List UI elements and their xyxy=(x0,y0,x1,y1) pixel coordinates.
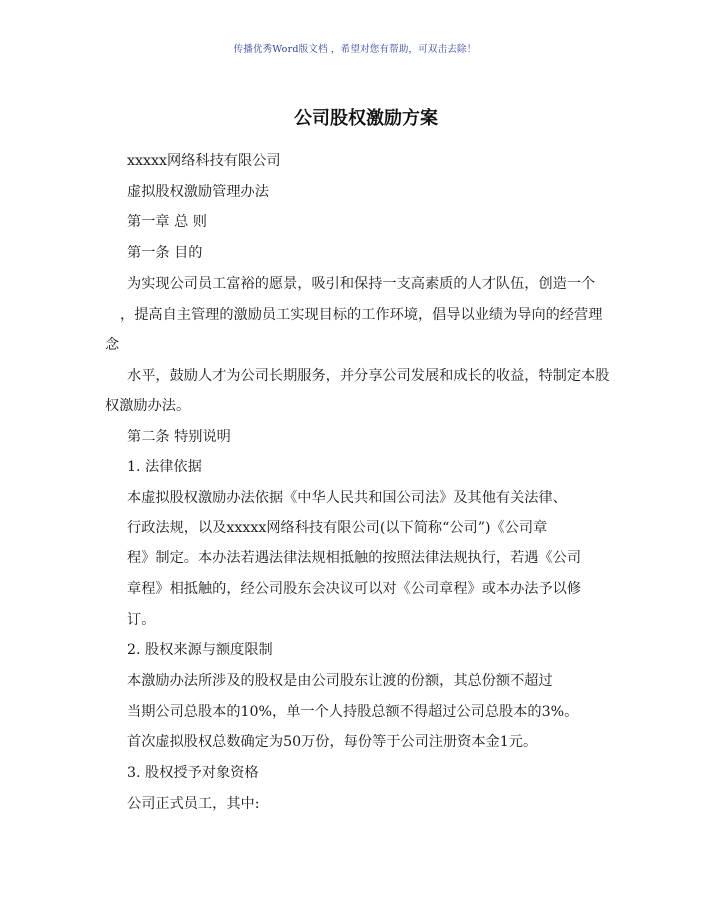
section-heading: 1. 法律依据 xyxy=(127,459,202,475)
document-subtitle: 虚拟股权激励管理办法 xyxy=(127,184,269,200)
paragraph-line: 水平，鼓励人才为公司长期服务，并分享公司发展和成长的收益，特制定本股 xyxy=(127,368,610,384)
paragraph-line: 本虚拟股权激励办法依据《中华人民共和国公司法》及其他有关法律、 xyxy=(127,490,567,506)
section-heading: 3. 股权授予对象资格 xyxy=(127,765,259,781)
header-note: 传播优秀Word版文档 ，希望对您有帮助，可双击去除！ xyxy=(233,44,477,55)
paragraph-line: 本激励办法所涉及的股权是由公司股东让渡的份额，其总份额不超过 xyxy=(127,673,553,689)
article-heading: 第二条 特别说明 xyxy=(127,429,231,445)
paragraph-line: 公司正式员工，其中: xyxy=(127,796,260,812)
paragraph-line: 当期公司总股本的10%，单一个人持股总额不得超过公司总股本的3%。 xyxy=(127,704,579,720)
paragraph-line: ，提高自主管理的激励员工实现目标的工作环境，倡导以业绩为导向的经营理 xyxy=(120,307,603,323)
paragraph-line: 首次虚拟股权总数确定为50万份，每份等于公司注册资本金1元。 xyxy=(127,734,538,750)
paragraph-line: 程》制定。本办法若遇法律法规相抵触的按照法律法规执行，若遇《公司 xyxy=(127,550,582,566)
section-heading: 2. 股权来源与额度限制 xyxy=(127,642,273,658)
article-heading: 第一条 目的 xyxy=(127,245,203,261)
paragraph-line: 念 xyxy=(105,337,120,353)
paragraph-line: 行政法规，以及xxxxx网络科技有限公司(以下简称“公司”)《公司章 xyxy=(127,520,548,536)
paragraph-line: 权激励办法。 xyxy=(105,398,191,414)
document-title: 公司股权激励方案 xyxy=(294,108,438,129)
paragraph-line: 为实现公司员工富裕的愿景，吸引和保持一支高素质的人才队伍，创造一个 xyxy=(127,276,596,292)
chapter-heading: 第一章 总 则 xyxy=(127,214,207,230)
paragraph-line: 订。 xyxy=(127,612,156,628)
paragraph-line: 章程》相抵触的，经公司股东会决议可以对《公司章程》或本办法予以修 xyxy=(127,581,582,597)
company-name-line: xxxxx网络科技有限公司 xyxy=(127,153,281,169)
